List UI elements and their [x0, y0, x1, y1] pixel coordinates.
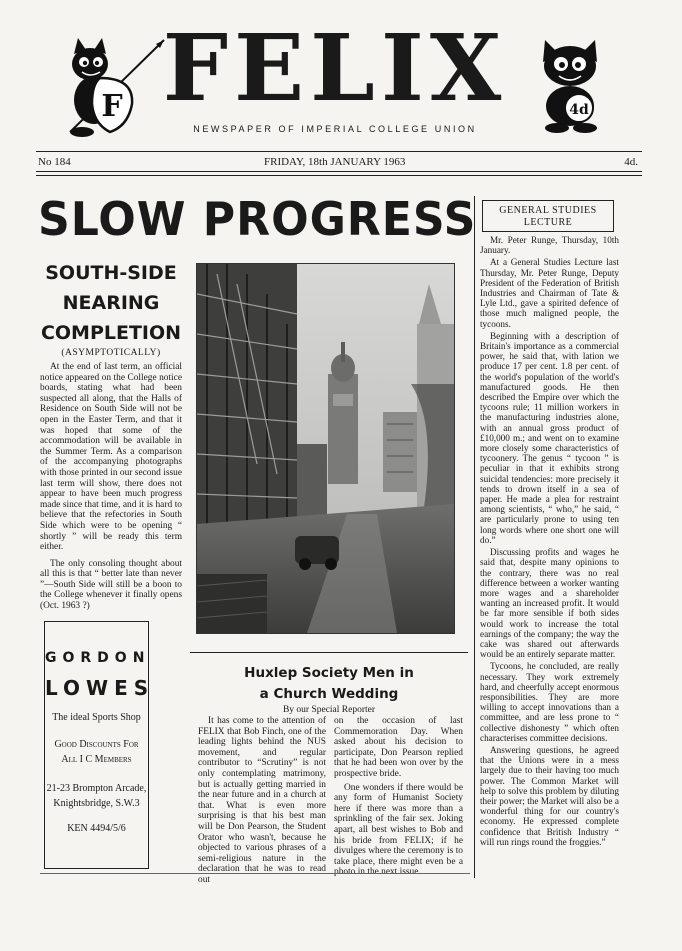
wedding-headline [196, 663, 462, 705]
wedding-column-a [198, 716, 326, 889]
masthead-subtitle: NEWSPAPER OF IMPERIAL COLLEGE UNION [193, 124, 477, 134]
lecture-paragraph: Tycoons, he concluded, are really necessary. They work extremely hard, and cheerfully accept enormous responsibilities. They are more willing to accept innovations than a committee, and are less prone to “ collective dishonesty ” which often characterises committee decisions. [480, 661, 619, 743]
column-divider [474, 196, 475, 878]
lecture-paragraph: Discussing profits and wages he said that, despite many opinions to the contrary, there was no real difference between a worker wanting more wages and a shareholder wanting an increased profit. It would be far more sensible if both sides would work to increase the total earnings of the company; the way the cake was shared out afterwards would be an entirely separate matter. [480, 547, 619, 660]
construction-site-photo [196, 263, 455, 634]
wedding-byline: By our Special Reporter [282, 705, 376, 715]
lecture-paragraph: Mr. Peter Runge, Thursday, 10th January. [480, 235, 619, 256]
issue-price: 4d. [624, 156, 638, 168]
masthead-rule-bottom [36, 171, 642, 172]
lecture-title-line-1: GENERAL STUDIES [499, 205, 597, 216]
lecture-title-line-2: LECTURE [523, 217, 573, 228]
wedding-paragraph: It has come to the attention of FELIX that Bob Finch, one of the leading lights behind the NUS movement, and regular contributor to “Scrutiny” is not only contemplating matrimony, but is actually getting married in the near future and in a church at that. What is even more surprising is that his best man will be Don Pearson, the Student Orator who wasn't, because he objected to various phrases of a semi-religious nature in the declaration that he was to read out [198, 716, 326, 885]
lecture-body [480, 235, 619, 849]
advert-address [45, 781, 148, 811]
gordon-lowes-advert [44, 621, 155, 869]
wedding-headline-line: a Church Wedding [259, 686, 399, 702]
lead-subhead-line: NEARING [62, 292, 160, 314]
felix-cat-price-badge-icon [535, 38, 605, 134]
price-badge-text: 4d [569, 102, 589, 118]
advert-address-line: 21-23 Brompton Arcade, [46, 783, 147, 794]
advert-discount-line: Good Discounts For [54, 739, 139, 750]
lecture-paragraph: At a General Studies Lecture last Thursday, Mr. Peter Runge, Deputy President of the Federation of British Industries and Chairman of Tate & Lyle Ltd., gave a spirited defence of those much maligned people, the tycoons. [480, 257, 619, 329]
advert-address-line: Knightsbridge, S.W.3 [53, 798, 140, 809]
wedding-headline-line: Huxlep Society Men in [244, 665, 414, 681]
lecture-title-box [482, 200, 614, 232]
lecture-paragraph: Answering questions, he agreed that the Unions were in a mess largely due to their having too much power. The Common Market will help to solve this problem by diluting their power; the Market will also be a wonderful thing for our country's economy. He expressed complete confidence that British Industry “ will run rings round the froggies.” [480, 744, 619, 847]
lead-subhead [40, 258, 182, 348]
issue-date: FRIDAY, 18th JANUARY 1963 [264, 156, 406, 168]
issue-number: No 184 [38, 156, 71, 168]
lead-body [40, 362, 182, 618]
lead-subhead-line: SOUTH-SIDE [45, 262, 177, 284]
advert-line-2: LOWES [45, 676, 155, 700]
felix-cat-with-shield-icon [60, 34, 166, 138]
wedding-paragraph: One wonders if there would be any form of Humanist Society here if there was more than a sprinkling of the fair sex. Joking apart, all best wishes to Bob and his bride from FELIX; if he divulges where the ceremony is to take place, there might even be a photo in the next issue. [334, 782, 463, 878]
lead-paragraph: The only consoling thought about all this is that “ better late than never ”—South Side will still be a boon to the College whenever it finally opens (Oct. 1963 ?) [40, 558, 182, 612]
lead-kicker: (ASYMPTOTICALLY) [61, 348, 161, 358]
advert-tagline: The ideal Sports Shop [52, 712, 141, 723]
masthead-rule-top [36, 151, 642, 152]
lead-subhead-line: COMPLETION [40, 322, 182, 344]
advert-phone: KEN 4494/5/6 [67, 823, 126, 834]
advert-discount [45, 737, 148, 767]
wedding-paragraph: on the occasion of last Commemoration Day. When asked about his decision to participate, Don Pearson replied that he had been won over by the prospective bride. [334, 716, 463, 779]
lecture-paragraph: Beginning with a description of Britain's importance as a commercial power, he said that, with lation we produce 17 per cent. 1.8 per cent. of the world's population of the world's manufactured goods. He then described the Empire over which the tycoons rule; 11 million workers in the manufacturing industries alone, with an annual gross product of £10,000 m.; and went on to examine more closely some characteristics of tycoonery. The genus “ tycoon ” is peculiar in that it exhibits strong suicidal tendencies: more precisely it tends to drown itself in a sea of paper. He made a plea for restraint among scientists, “ who,” he said, “ are particularly prone to using ten long words where one short one will do.” [480, 330, 619, 545]
wedding-column-b [334, 716, 463, 881]
advert-discount-line: All I C Members [61, 754, 132, 765]
wedding-top-rule [190, 652, 468, 653]
masthead-title: FELIX [162, 14, 508, 122]
lead-headline: SLOW PROGRESS [38, 192, 477, 246]
svg-text:F: F [101, 89, 123, 124]
lead-paragraph: At the end of last term, an official notice appeared on the College notice boards, stating what had been suspected all along, that the Halls of Residence on South Side will not be open in the Easter Term, and that it was hoped that some of the accommodation will be available in the Summer Term. As a comparison of the accompanying photographs with those printed in our second issue last term will show, there does not appear to have been much progress made since that time, and it is hard to believe that the refectories in South Side which were to be opening “ shortly ” will be ready this term either. [40, 362, 182, 553]
masthead-rule-double [36, 175, 642, 176]
bottom-rule [40, 873, 470, 874]
advert-line-1: GORDON [45, 650, 151, 666]
